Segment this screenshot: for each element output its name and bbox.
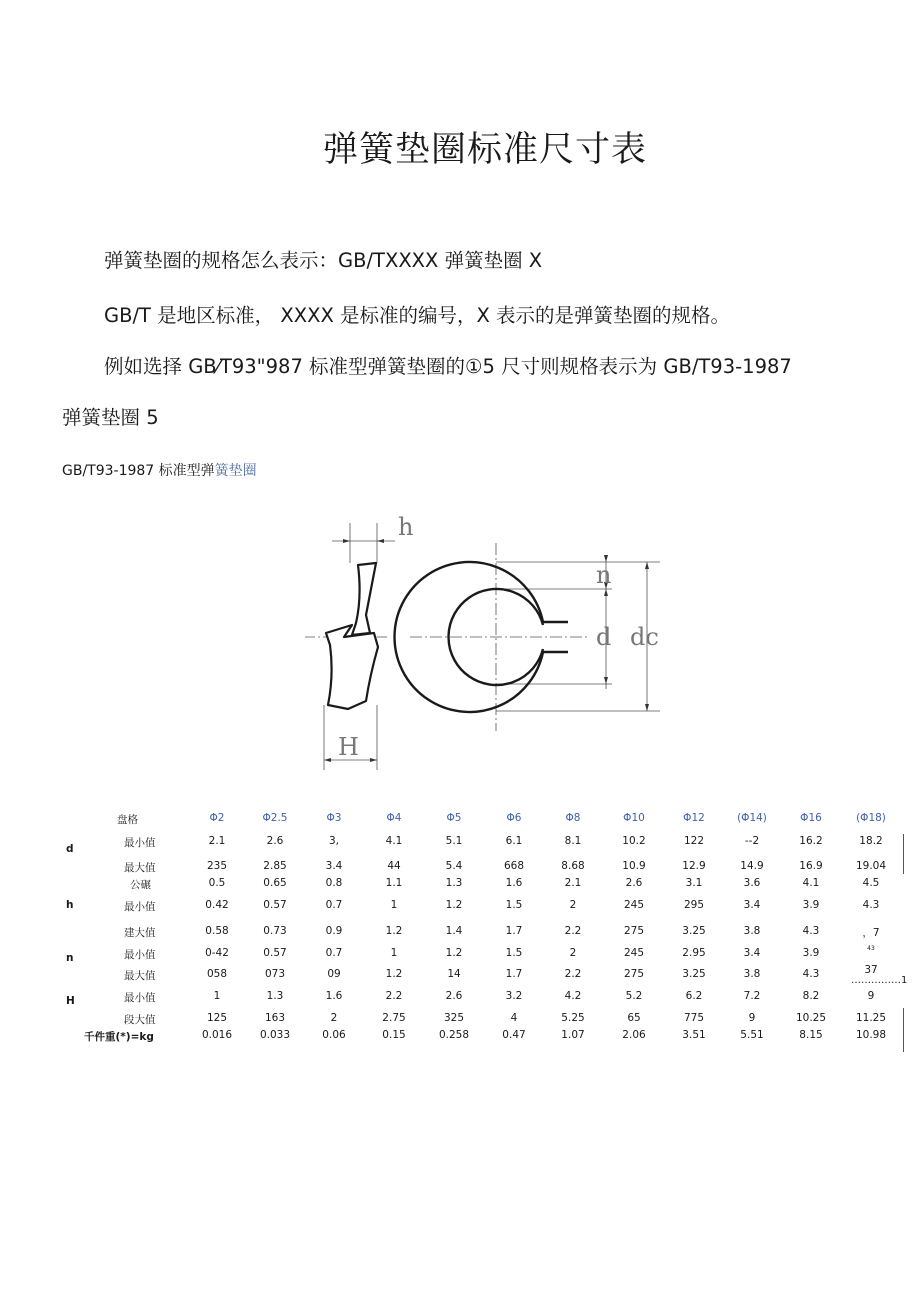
table-right-border-bottom <box>903 1008 904 1052</box>
group-label-n: n <box>66 952 74 964</box>
table-cell: 3.25 <box>682 925 706 937</box>
table-cell: 09 <box>327 968 341 980</box>
table-cell: 3.4 <box>743 899 761 911</box>
table-cell: 6.2 <box>685 990 703 1002</box>
table-cell: 1.2 <box>385 968 403 980</box>
group-label-H: H <box>66 995 75 1007</box>
table-cell: 3.6 <box>743 877 761 889</box>
column-header: Φ2 <box>209 812 225 824</box>
table-cell: 8.68 <box>561 860 585 872</box>
table-cell: 3.25 <box>682 968 706 980</box>
table-cell: 9 <box>867 990 875 1002</box>
table-cell: 16.2 <box>799 835 823 847</box>
table-cell: 16.9 <box>799 860 823 872</box>
label-h: h <box>398 513 414 541</box>
table-cell: 0.016 <box>201 1029 233 1041</box>
table-cell: 325 <box>443 1012 465 1024</box>
table-cell: 1.3 <box>266 990 284 1002</box>
table-cell: 1.1 <box>385 877 403 889</box>
table-cell: 1.7 <box>505 925 523 937</box>
table-cell: 43 <box>867 945 875 952</box>
table-cell: 7.2 <box>743 990 761 1002</box>
table-cell: 1.6 <box>505 877 523 889</box>
table-cell: 3.9 <box>802 899 820 911</box>
caption-text: GB/T93-1987 标准型弹 <box>62 463 215 479</box>
table-cell: 5.1 <box>445 835 463 847</box>
table-cell: 12.9 <box>682 860 706 872</box>
table-cell: 275 <box>623 968 645 980</box>
table-cell: 10.9 <box>622 860 646 872</box>
table-cell: 8.1 <box>564 835 582 847</box>
table-cell: 125 <box>206 1012 228 1024</box>
table-cell: 2.2 <box>385 990 403 1002</box>
table-cell: 2.95 <box>682 947 706 959</box>
table-cell: 5.2 <box>625 990 643 1002</box>
table-cell: 5.25 <box>561 1012 585 1024</box>
table-cell: 0.57 <box>263 947 287 959</box>
column-header: Φ2.5 <box>262 812 288 824</box>
table-cell: 4.3 <box>862 899 880 911</box>
paragraph-spec-format: 弹簧垫圈的规格怎么表示：GB/TXXXX 弹簧垫圈 X <box>104 249 543 272</box>
table-cell: 0.9 <box>325 925 343 937</box>
table-cell: 2.6 <box>625 877 643 889</box>
table-cell: 1.2 <box>445 899 463 911</box>
column-header: Φ5 <box>446 812 462 824</box>
page-title: 弹簧垫圈标准尺寸表 <box>322 130 647 170</box>
table-cell: 0.42 <box>205 899 229 911</box>
table-cell: 1.5 <box>505 947 523 959</box>
table-cell: 0.033 <box>259 1029 291 1041</box>
table-cell: ，7 <box>862 927 880 939</box>
label-d: d <box>596 623 612 651</box>
table-cell: 10.25 <box>795 1012 827 1024</box>
table-cell: 0.47 <box>502 1029 526 1041</box>
table-cell: 058 <box>206 968 228 980</box>
table-cell: 1.6 <box>325 990 343 1002</box>
table-cell: 9 <box>748 1012 756 1024</box>
table-cell: 2.1 <box>208 835 226 847</box>
group-label-h: h <box>66 899 74 911</box>
table-cell: 37 <box>864 964 878 976</box>
table-cell: 0.15 <box>382 1029 406 1041</box>
table-cell: 2.06 <box>622 1029 646 1041</box>
column-header: Φ4 <box>386 812 402 824</box>
table-cell: 1.3 <box>445 877 463 889</box>
table-cell: 14 <box>447 968 461 980</box>
table-cell: 163 <box>264 1012 286 1024</box>
table-cell: 2.85 <box>263 860 287 872</box>
table-cell: 6.1 <box>505 835 523 847</box>
table-cell: 5.4 <box>445 860 463 872</box>
table-cell: 0.65 <box>263 877 287 889</box>
table-cell: 295 <box>683 899 705 911</box>
table-cell: 2.2 <box>564 925 582 937</box>
table-cell: 0.73 <box>263 925 287 937</box>
label-n: n <box>596 561 612 589</box>
table-cell: 668 <box>503 860 525 872</box>
table-cell: 0.58 <box>205 925 229 937</box>
row-label: 最小值 <box>124 949 156 961</box>
table-cell: 4.1 <box>385 835 403 847</box>
row-label: 最大值 <box>124 970 156 982</box>
table-cell: 4.1 <box>802 877 820 889</box>
table-cell: 4.3 <box>802 925 820 937</box>
table-cell: 1.4 <box>445 925 463 937</box>
table-cell: 1 <box>390 899 398 911</box>
label-H: H <box>338 733 359 761</box>
table-cell: 2.1 <box>564 877 582 889</box>
table-cell: 2.2 <box>564 968 582 980</box>
row-label: 最小值 <box>124 992 156 1004</box>
table-cell: 3, <box>328 835 340 847</box>
column-header: Φ8 <box>565 812 581 824</box>
row-label: 最大值 <box>124 862 156 874</box>
table-cell: 1.5 <box>505 899 523 911</box>
table-cell: 775 <box>683 1012 705 1024</box>
spec-header-label: 盘格 <box>117 814 138 826</box>
table-cell: 0.258 <box>438 1029 470 1041</box>
table-cell: 2.6 <box>445 990 463 1002</box>
table-cell: 122 <box>683 835 705 847</box>
table-cell: 5.51 <box>740 1029 764 1041</box>
group-label-d: d <box>66 843 74 855</box>
table-cell: 0-42 <box>205 947 229 959</box>
table-cell: 4.2 <box>564 990 582 1002</box>
table-cell: 44 <box>387 860 401 872</box>
label-dc: dc <box>630 623 659 651</box>
table-cell: 19.04 <box>855 860 887 872</box>
table-cell: 0.7 <box>325 947 343 959</box>
table-cell: 245 <box>623 947 645 959</box>
row-label: 最小值 <box>124 901 156 913</box>
table-cell: 0.57 <box>263 899 287 911</box>
table-cell: 3.8 <box>743 925 761 937</box>
table-cell: 3.8 <box>743 968 761 980</box>
table-cell: 8.15 <box>799 1029 823 1041</box>
table-cell: 235 <box>206 860 228 872</box>
table-cell: 2 <box>569 899 577 911</box>
table-cell: 1 <box>213 990 221 1002</box>
table-cell: 2.75 <box>382 1012 406 1024</box>
table-cell: 275 <box>623 925 645 937</box>
row-label: 最小值 <box>124 837 156 849</box>
table-cell: 3.4 <box>743 947 761 959</box>
table-cell: 1.2 <box>445 947 463 959</box>
row-label: 千件重(*)=kg <box>84 1031 154 1043</box>
table-cell: 11.25 <box>855 1012 887 1024</box>
table-cell: 3.9 <box>802 947 820 959</box>
table-cell: 18.2 <box>859 835 883 847</box>
table-cell: 0.8 <box>325 877 343 889</box>
table-cell: 1.7 <box>505 968 523 980</box>
table-cell: 073 <box>264 968 286 980</box>
column-header: Φ3 <box>326 812 342 824</box>
column-header: Φ12 <box>683 812 705 824</box>
table-cell: 0.7 <box>325 899 343 911</box>
table-cell: 3.4 <box>325 860 343 872</box>
table-cell: 10.2 <box>622 835 646 847</box>
table-cell: 14.9 <box>740 860 764 872</box>
table-cell: 0.5 <box>208 877 226 889</box>
row-label: 公碾 <box>130 879 151 891</box>
table-cell: 2 <box>569 947 577 959</box>
column-header: Φ16 <box>800 812 822 824</box>
table-cell: 65 <box>627 1012 641 1024</box>
table-cell: 8.2 <box>802 990 820 1002</box>
table-cell: 4.5 <box>862 877 880 889</box>
column-header: Φ6 <box>506 812 522 824</box>
table-cell: 2 <box>330 1012 338 1024</box>
table-cell: 3.1 <box>685 877 703 889</box>
table-cell: 1 <box>390 947 398 959</box>
table-cell: 3.51 <box>682 1029 706 1041</box>
table-cell: 245 <box>623 899 645 911</box>
table-cell: 2.6 <box>266 835 284 847</box>
table-cell: 0.06 <box>322 1029 346 1041</box>
table-right-border-top <box>903 834 904 874</box>
caption-link[interactable]: 簧垫圈 <box>214 463 257 479</box>
table-cell: 1.07 <box>561 1029 585 1041</box>
column-header: Φ10 <box>623 812 645 824</box>
stray-mark: ……………1 <box>851 975 908 986</box>
table-cell: 4 <box>510 1012 518 1024</box>
row-label: 段大值 <box>124 1014 156 1026</box>
column-header: (Φ14) <box>737 812 767 824</box>
table-cell: --2 <box>744 835 760 847</box>
column-header: (Φ18) <box>856 812 886 824</box>
table-cell: 3.2 <box>505 990 523 1002</box>
row-label: 建大值 <box>124 927 156 939</box>
paragraph-example: 例如选择 GB⁄T93"987 标准型弹簧垫圈的①5 尺寸则规格表示为 GB/T93-1987 <box>104 355 792 378</box>
paragraph-example-cont: 弹簧垫圈 5 <box>62 406 159 429</box>
table-cell: 4.3 <box>802 968 820 980</box>
table-cell: 1.2 <box>385 925 403 937</box>
table-cell: 10.98 <box>855 1029 887 1041</box>
paragraph-standard-explanation: GB/T 是地区标准， XXXX 是标准的编号，X 表示的是弹簧垫圈的规格。 <box>104 304 731 327</box>
